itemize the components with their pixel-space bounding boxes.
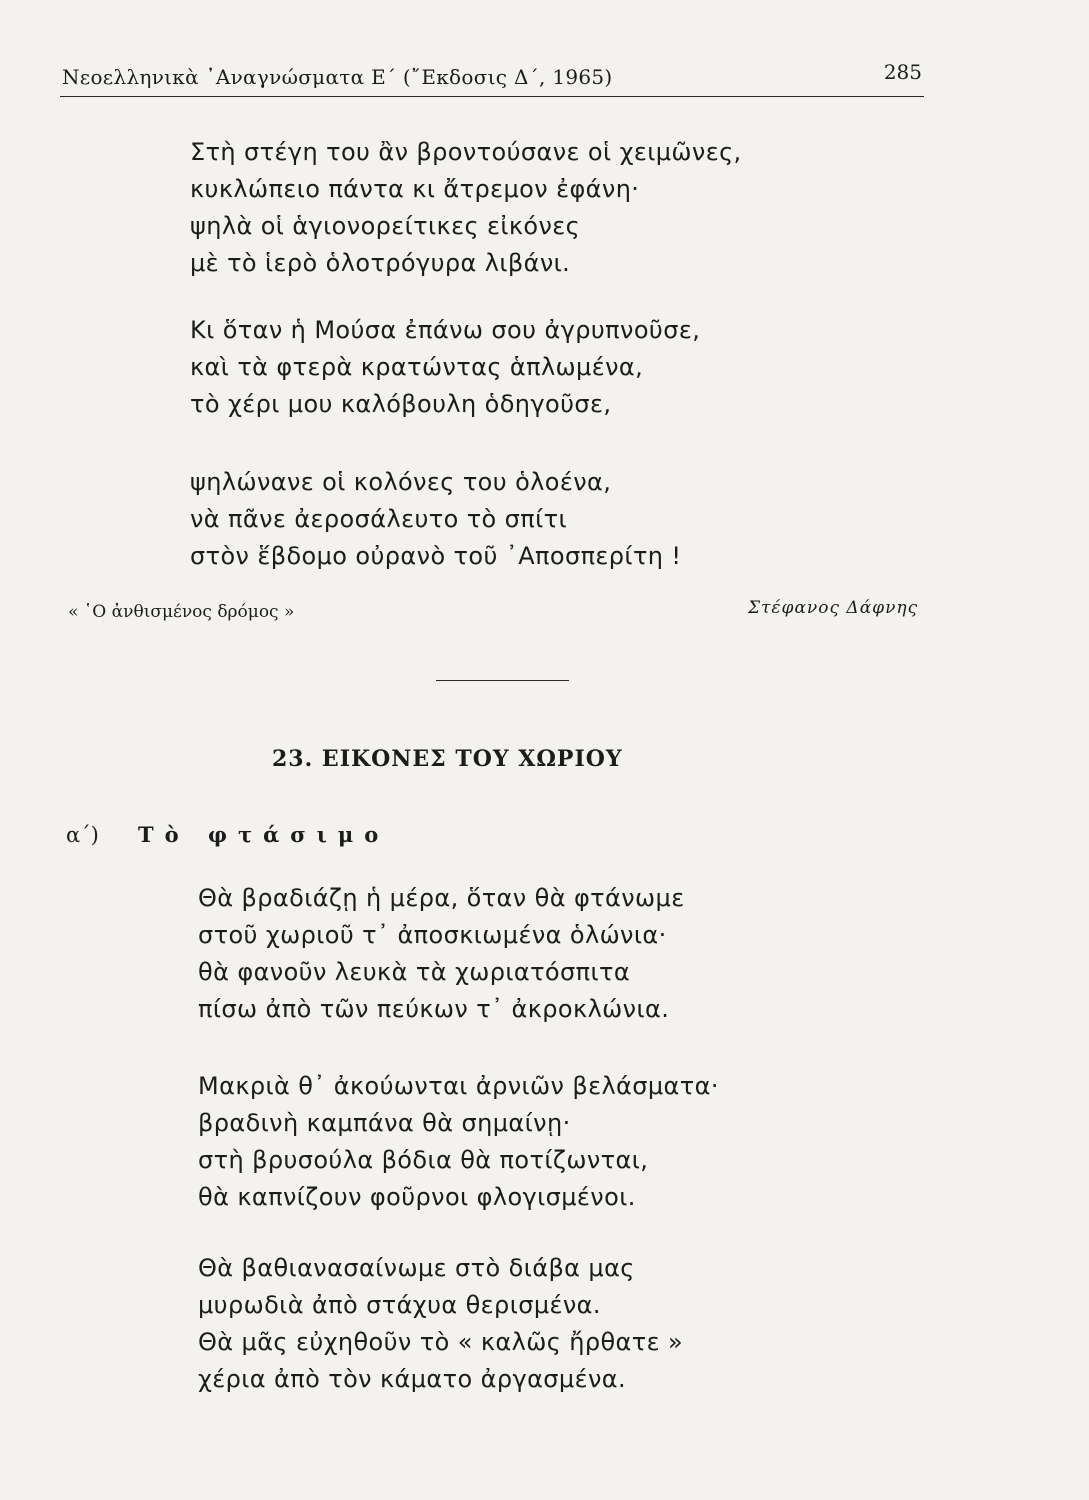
poem1-stanza-3 (190, 464, 681, 575)
verse-line: κυκλώπειο πάντα κι ἄτρεμον ἐφάνη· (190, 175, 640, 203)
page-number: 285 (883, 60, 922, 84)
verse-line: θὰ καπνίζουν φοῦρνοι φλογισμένοι. (198, 1183, 636, 1211)
verse-line: Θὰ βαθιανασαίνωμε στὸ διάβα μας (198, 1254, 635, 1282)
verse-line: θὰ φανοῦν λευκὰ τὰ χωριατόσπιτα (198, 958, 631, 986)
verse-line: στὸν ἕβδομο οὐρανὸ τοῦ ᾿Αποσπερίτη ! (190, 542, 682, 570)
section-heading: 23. ΕΙΚΟΝΕΣ ΤΟΥ ΧΩΡΙΟΥ (272, 746, 623, 772)
verse-line: μὲ τὸ ἱερὸ ὁλοτρόγυρα λιβάνι. (190, 249, 571, 277)
verse-line: πίσω ἀπὸ τῶν πεύκων τ᾿ ἀκροκλώνια. (198, 995, 670, 1023)
poem1-stanza-1 (190, 134, 742, 282)
subsection-label: α΄) (66, 823, 99, 847)
verse-line: ψηλὰ οἱ ἁγιονορείτικες εἰκόνες (190, 212, 581, 240)
verse-line: βραδινὴ καμπάνα θὰ σημαίνῃ· (198, 1109, 571, 1137)
poem1-stanza-2 (190, 312, 700, 423)
verse-line: Θὰ μᾶς εὐχηθοῦν τὸ « καλῶς ἤρθατε » (198, 1328, 684, 1356)
poem2-stanza-1 (198, 880, 685, 1028)
verse-line: νὰ πᾶνε ἀεροσάλευτο τὸ σπίτι (190, 505, 568, 533)
verse-line: Θὰ βραδιάζῃ ἡ μέρα, ὅταν θὰ φτάνωμε (198, 884, 685, 912)
verse-line: ψηλώνανε οἱ κολόνες του ὁλοένα, (190, 468, 612, 496)
verse-line: Στὴ στέγη του ἂν βροντούσανε οἱ χειμῶνες, (190, 138, 742, 166)
verse-line: στοῦ χωριοῦ τ᾿ ἀποσκιωμένα ὁλώνια· (198, 921, 667, 949)
verse-line: στὴ βρυσούλα βόδια θὰ ποτίζωνται, (198, 1146, 649, 1174)
subsection-title: Τὸ φτάσιμο (138, 822, 390, 847)
verse-line: καὶ τὰ φτερὰ κρατώντας ἁπλωμένα, (190, 353, 644, 381)
verse-line: Κι ὅταν ἡ Μούσα ἐπάνω σου ἀγρυπνοῦσε, (190, 316, 701, 344)
verse-line: τὸ χέρι μου καλόβουλη ὁδηγοῦσε, (190, 390, 612, 418)
poem2-stanza-3 (198, 1250, 683, 1398)
poem2-stanza-2 (198, 1068, 719, 1216)
verse-line: μυρωδιὰ ἀπὸ στάχυα θερισμένα. (198, 1291, 601, 1319)
running-header (60, 60, 924, 97)
section-divider (436, 680, 569, 681)
verse-line: χέρια ἀπὸ τὸν κάματο ἀργασμένα. (198, 1365, 626, 1393)
running-title: Νεοελληνικὰ ᾿Αναγνώσματα Ε΄ (῎Εκδοσις Δ΄, 1965) (62, 65, 613, 89)
source-title: « ῾Ο ἀνθισμένος δρόμος » (68, 602, 295, 622)
verse-line: Μακριὰ θ᾿ ἀκούωνται ἀρνιῶν βελάσματα· (198, 1072, 719, 1100)
author-name: Στέφανος Δάφνης (748, 598, 919, 618)
subsection-heading (66, 822, 389, 847)
